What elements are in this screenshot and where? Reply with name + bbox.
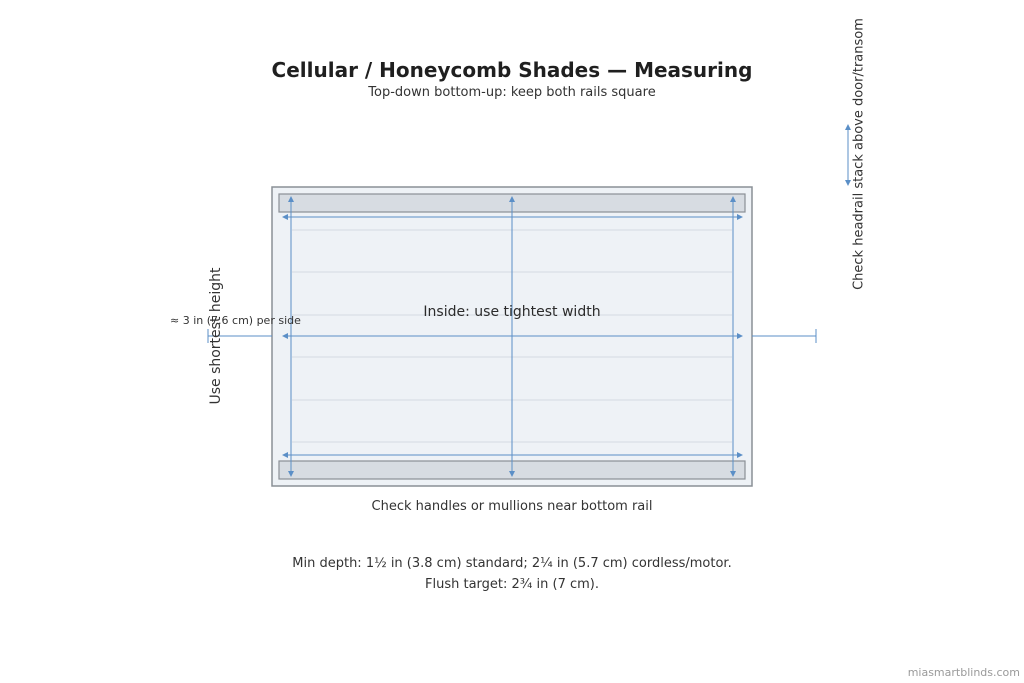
bottom-rail-note: Check handles or mullions near bottom rail [371,499,653,514]
flush-target-note: Flush target: 2¾ in (7 cm). [425,577,599,592]
diagram-subtitle: Top-down bottom-up: keep both rails square [368,85,656,100]
min-depth-note: Min depth: 1½ in (3.8 cm) standard; 2¼ in (5.7 cm) cordless/motor. [292,556,732,571]
diagram-title: Cellular / Honeycomb Shades — Measuring [271,58,753,82]
side-clearance-label: ≈ 3 in (7.6 cm) per side [170,314,301,327]
inside-width-label: Inside: use tightest width [423,304,601,320]
side-clearance-right [752,329,816,343]
headrail-label: Check headrail stack above door/transom [851,18,867,290]
watermark: miasmartblinds.com [907,666,1020,679]
height-label: Use shortest height [208,267,224,405]
